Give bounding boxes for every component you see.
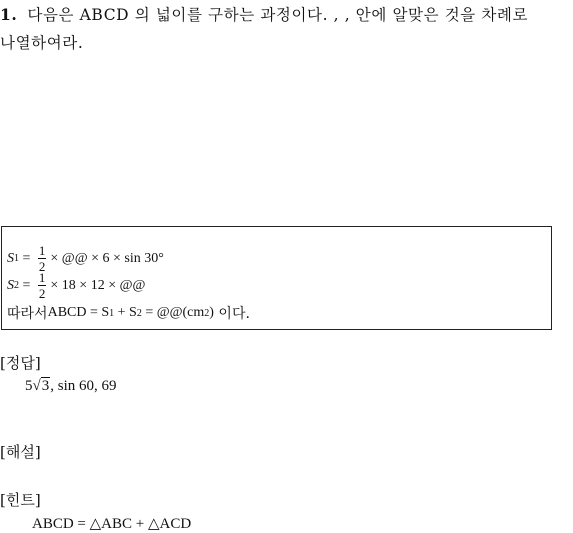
question-line-1 bbox=[0, 3, 528, 25]
hint-text: ABCD = △ABC + △ACD bbox=[32, 516, 192, 532]
question-number: 1. bbox=[0, 5, 18, 24]
answer-text: 5√3, sin 60, 69 bbox=[25, 378, 117, 394]
hint-header: [힌트] bbox=[0, 491, 41, 509]
sqrt-symbol: √3 bbox=[32, 378, 50, 394]
fraction-one-half: $\frac{1}{2}$ bbox=[38, 243, 46, 274]
answer-header: [정답] bbox=[0, 354, 41, 372]
question-text: 다음은 ABCD 의 넓이를 구하는 과정이다. , , 안에 알맞은 것을 차례로 bbox=[27, 6, 529, 24]
formula-conclusion: 따라서 ABCD = S 1 + S 2 = @@(cm 2 ) 이다. bbox=[7, 305, 250, 322]
formula-s1: S 1 = $\frac{1}{2}$ × @@ × 6 × sin 30° bbox=[7, 243, 164, 274]
question-line-2: 나열하여라. bbox=[0, 34, 84, 52]
formula-box bbox=[1, 226, 552, 330]
formula-s2: S 2 = $\frac{1}{2}$ × 18 × 12 × @@ bbox=[7, 270, 146, 301]
explanation-header: [해설] bbox=[0, 443, 41, 461]
fraction-one-half: $\frac{1}{2}$ bbox=[38, 270, 46, 301]
